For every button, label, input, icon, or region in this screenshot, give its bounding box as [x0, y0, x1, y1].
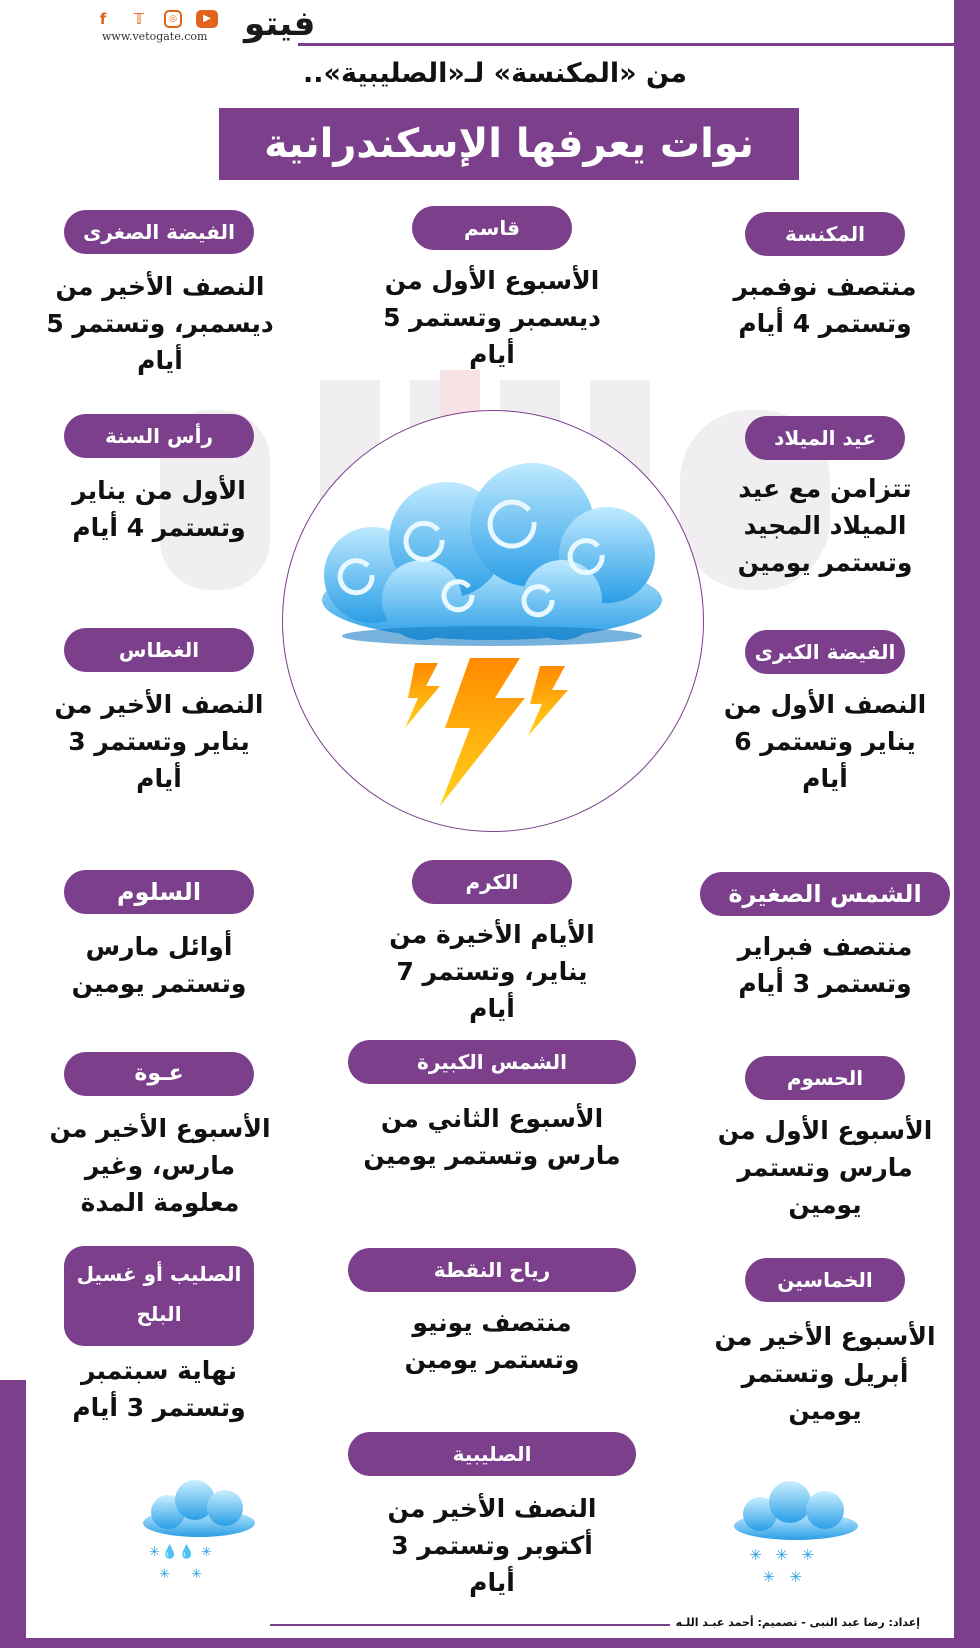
storm-description: الأسبوع الأخير من أبريل وتستمر يومين [714, 1322, 936, 1425]
storm-description: النصف الأخير من أكتوبر وتستمر 3 أيام [387, 1494, 597, 1597]
snow-cloud-icon [730, 1478, 862, 1590]
rain-snow-cloud-icon [140, 1478, 258, 1590]
storm-description: الأسبوع الأول من ديسمبر وتستمر 5 أيام [383, 266, 601, 369]
svg-text:✳: ✳ [149, 1545, 160, 1560]
svg-text:✳: ✳ [775, 1546, 788, 1564]
headline: من «المكنسة» لـ«الصليبية».. [303, 58, 687, 89]
svg-text:✳: ✳ [201, 1545, 212, 1560]
credits-divider [270, 1624, 670, 1626]
svg-text:✳: ✳ [191, 1567, 202, 1582]
storm-label: عيد الميلاد [745, 416, 905, 460]
storm-label: الشمس الصغيرة [700, 872, 950, 916]
storm-label: الغطاس [64, 628, 254, 672]
svg-text:✳: ✳ [749, 1546, 762, 1564]
svg-text:✳: ✳ [762, 1568, 775, 1586]
storm-description: الأسبوع الثاني من مارس وتستمر يومين [363, 1104, 621, 1170]
storm-label: الفيضة الصغرى [64, 210, 254, 254]
storm-label: الكرم [412, 860, 572, 904]
lightning-bolt-icon [400, 658, 580, 808]
storm-label: رأس السنة [64, 414, 254, 458]
svg-text:💧: 💧 [178, 1545, 195, 1560]
storm-label: الشمس الكبيرة [348, 1040, 636, 1084]
storm-label: المكنسة [745, 212, 905, 256]
storm-description: النصف الأول من يناير وتستمر 6 أيام [723, 690, 927, 793]
storm-label: السلوم [64, 870, 254, 914]
svg-text:✳: ✳ [159, 1567, 170, 1582]
storm-label: الفيضة الكبرى [745, 630, 905, 674]
storm-label: الصليب أو غسيل البلح [64, 1246, 254, 1346]
storm-label: الحسوم [745, 1056, 905, 1100]
twitter-icon[interactable]: 𝕋 [133, 10, 145, 28]
frame-top-line [298, 43, 954, 46]
facebook-icon[interactable]: f [99, 10, 107, 28]
storm-description: الأسبوع الأخير من مارس، وغير معلومة المدة [49, 1114, 271, 1217]
credits: إعداد: رضا عبد النبى - تصميم: أحمد عبـد اللـه [675, 1616, 920, 1629]
svg-text:✳: ✳ [789, 1568, 802, 1586]
storm-label: قاسم [412, 206, 572, 250]
storm-description: النصف الأخير من ديسمبر، وتستمر 5 أيام [46, 272, 274, 375]
storm-description: تتزامن مع عيد الميلاد المجيد وتستمر يومين [737, 474, 913, 577]
frame-left-bar [0, 1380, 26, 1648]
storm-description: النصف الأخير من يناير وتستمر 3 أيام [54, 690, 264, 793]
storm-label: عـوة [64, 1052, 254, 1096]
brand-logo[interactable]: فيتو [244, 4, 316, 44]
storm-description: الأيام الأخيرة من يناير، وتستمر 7 أيام [389, 920, 595, 1023]
page-title: نوات يعرفها الإسكندرانية [219, 108, 799, 180]
website-link[interactable]: www.vetogate.com [102, 30, 208, 43]
youtube-icon[interactable]: ▶ [196, 10, 218, 28]
storm-label: الخماسين [745, 1258, 905, 1302]
storm-description: الأول من يناير وتستمر 4 أيام [72, 476, 246, 542]
storm-description: منتصف يونيو وتستمر يومين [404, 1308, 580, 1374]
brand-header [92, 4, 352, 44]
storm-cloud-icon [312, 460, 672, 660]
storm-description: منتصف فبراير وتستمر 3 أيام [737, 932, 913, 998]
storm-description: منتصف نوفمبر وتستمر 4 أيام [733, 272, 917, 338]
frame-bottom-bar [0, 1638, 980, 1648]
instagram-icon[interactable]: ◎ [164, 10, 182, 28]
storm-label: رياح النقطة [348, 1248, 636, 1292]
social-icons [92, 10, 218, 28]
svg-text:💧: 💧 [161, 1545, 178, 1560]
storm-description: الأسبوع الأول من مارس وتستمر يومين [717, 1116, 933, 1219]
storm-description: أوائل مارس وتستمر يومين [71, 932, 247, 998]
storm-description: نهاية سبتمبر وتستمر 3 أيام [72, 1356, 246, 1422]
storm-label: الصليبية [348, 1432, 636, 1476]
svg-text:✳: ✳ [801, 1546, 814, 1564]
frame-right-bar [954, 0, 980, 1648]
